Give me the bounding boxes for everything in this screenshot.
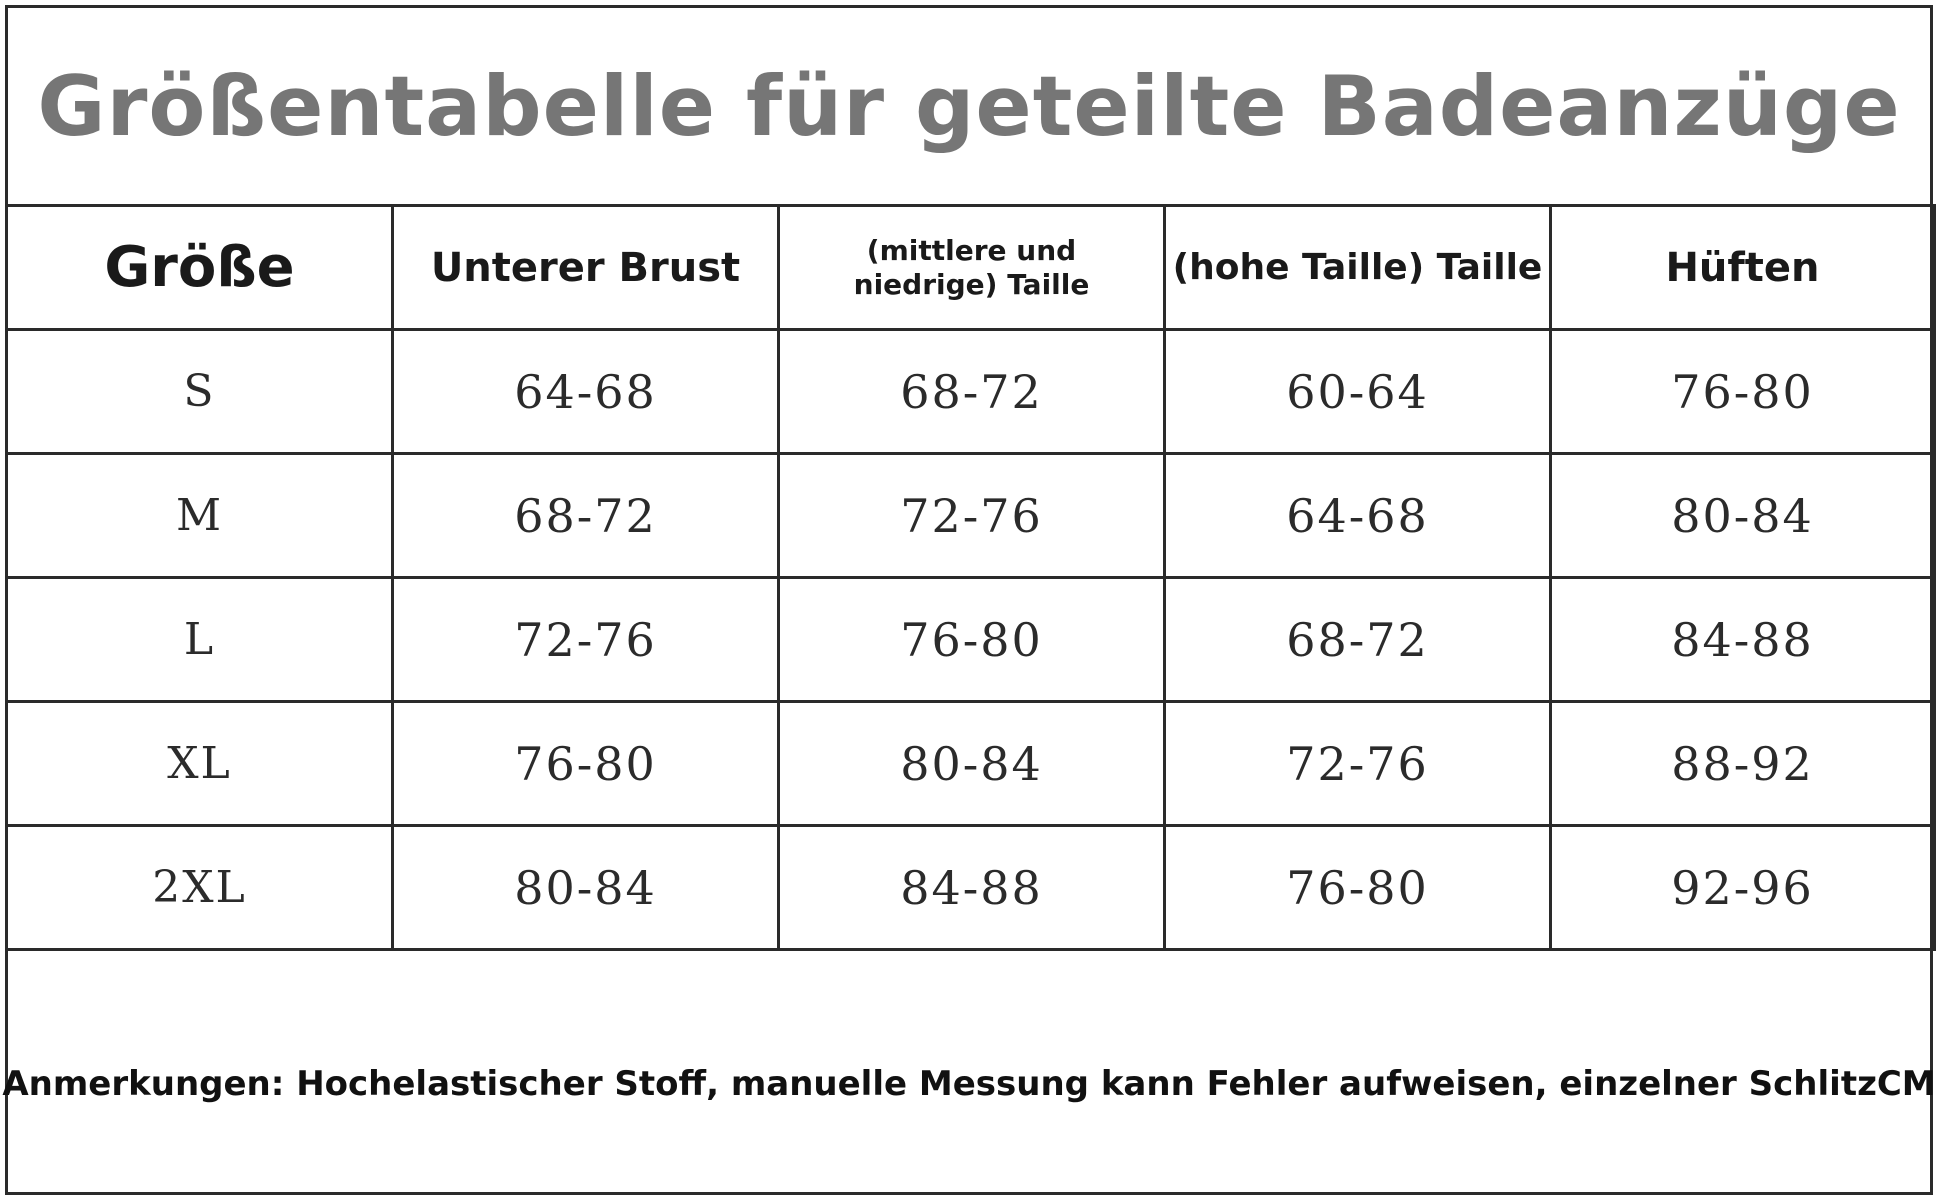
header-row <box>7 206 1935 330</box>
size-cell: XL <box>7 702 393 826</box>
size-chart-sheet <box>2 5 1936 1195</box>
table-row <box>7 826 1935 950</box>
footnote-text: Anmerkungen: Hochelastischer Stoff, manuelle Messung kann Fehler aufweisen, einzelner SchlitzCM <box>2 1064 1936 1104</box>
underbust-cell: 80-84 <box>393 826 779 950</box>
mid-low-waist-cell: 84-88 <box>779 826 1165 950</box>
header-hips: Hüften <box>1551 206 1935 330</box>
size-cell: M <box>7 454 393 578</box>
underbust-cell: 72-76 <box>393 578 779 702</box>
table-row <box>7 330 1935 454</box>
mid-low-waist-cell: 68-72 <box>779 330 1165 454</box>
hips-cell: 84-88 <box>1551 578 1935 702</box>
mid-low-waist-cell: 80-84 <box>779 702 1165 826</box>
header-size: Größe <box>7 206 393 330</box>
high-waist-cell: 64-68 <box>1165 454 1551 578</box>
high-waist-cell: 76-80 <box>1165 826 1551 950</box>
page-title: Größentabelle für geteilte Badeanzüge <box>37 57 1901 155</box>
size-table <box>5 204 1936 951</box>
hips-cell: 88-92 <box>1551 702 1935 826</box>
mid-low-waist-cell: 76-80 <box>779 578 1165 702</box>
header-mid-low-waist: (mittlere und niedrige) Taille <box>779 206 1165 330</box>
high-waist-cell: 60-64 <box>1165 330 1551 454</box>
hips-cell: 80-84 <box>1551 454 1935 578</box>
underbust-cell: 76-80 <box>393 702 779 826</box>
header-high-waist: (hohe Taille) Taille <box>1165 206 1551 330</box>
underbust-cell: 64-68 <box>393 330 779 454</box>
note-band <box>2 949 1936 1195</box>
hips-cell: 76-80 <box>1551 330 1935 454</box>
high-waist-cell: 72-76 <box>1165 702 1551 826</box>
table-row <box>7 578 1935 702</box>
underbust-cell: 68-72 <box>393 454 779 578</box>
size-cell: L <box>7 578 393 702</box>
high-waist-cell: 68-72 <box>1165 578 1551 702</box>
table-row <box>7 702 1935 826</box>
header-underbust: Unterer Brust <box>393 206 779 330</box>
size-cell: 2XL <box>7 826 393 950</box>
title-band <box>8 8 1930 204</box>
hips-cell: 92-96 <box>1551 826 1935 950</box>
mid-low-waist-cell: 72-76 <box>779 454 1165 578</box>
size-cell: S <box>7 330 393 454</box>
table-row <box>7 454 1935 578</box>
